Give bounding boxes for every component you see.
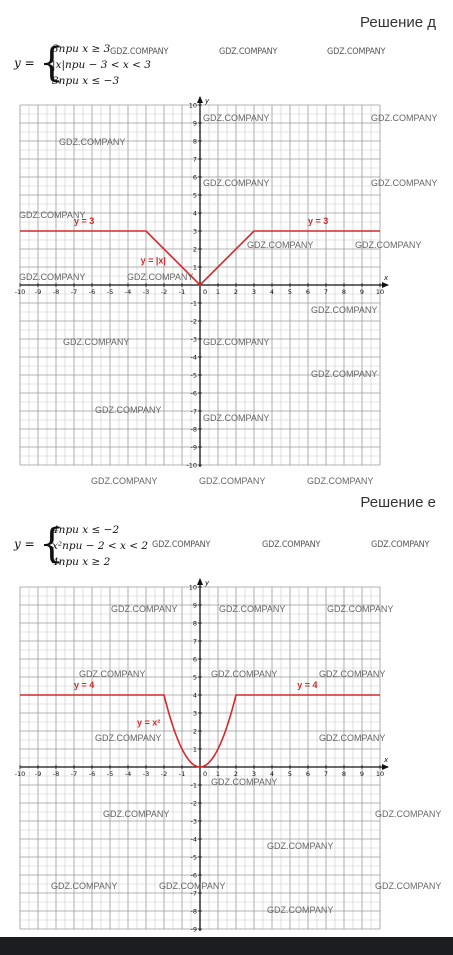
x-tick-label: 3 <box>251 770 257 778</box>
watermark: GDZ.COMPANY <box>152 540 211 550</box>
y-tick-label: 3 <box>192 709 197 718</box>
x-tick-label: -1 <box>178 288 186 296</box>
x-tick-label: 8 <box>341 770 347 778</box>
y-tick-label: -1 <box>190 299 197 308</box>
y-tick-label: -1 <box>190 781 197 790</box>
section-d-heading: Решение д <box>360 14 436 31</box>
curve-label: y = 3 <box>74 215 95 226</box>
y-tick-label: 1 <box>192 263 197 272</box>
curve-label: y = 3 <box>308 215 329 226</box>
y-tick-label: 7 <box>192 637 197 646</box>
y-tick-label: 4 <box>192 209 197 218</box>
watermark: GDZ.COMPANY <box>203 337 270 347</box>
x-tick-label: 6 <box>305 288 311 296</box>
y-tick-label: -6 <box>190 871 197 880</box>
x-tick-label: -5 <box>106 770 114 778</box>
watermark: GDZ.COMPANY <box>375 881 442 891</box>
watermark: GDZ.COMPANY <box>327 604 394 614</box>
watermark: GDZ.COMPANY <box>319 669 386 679</box>
x-tick-label: 10 <box>375 288 385 296</box>
watermark: GDZ.COMPANY <box>319 733 386 743</box>
watermark: GDZ.COMPANY <box>159 881 226 891</box>
y-tick-label: -5 <box>190 853 197 862</box>
watermark: GDZ.COMPANY <box>51 881 118 891</box>
section-d-formula <box>14 40 444 90</box>
y-tick-label: 10 <box>188 583 197 592</box>
watermark: GDZ.COMPANY <box>371 113 438 123</box>
x-tick-label: 6 <box>305 770 311 778</box>
x-tick-label: -10 <box>14 770 26 778</box>
y-tick-label: 5 <box>192 673 197 682</box>
watermark: GDZ.COMPANY <box>203 178 270 188</box>
y-axis-arrow <box>197 96 203 103</box>
origin-label: 0 <box>203 770 208 778</box>
watermark: GDZ.COMPANY <box>103 809 170 819</box>
formula-brace: { <box>39 521 65 567</box>
y-tick-label: -2 <box>190 799 197 808</box>
x-tick-label: 7 <box>323 288 329 296</box>
watermark: GDZ.COMPANY <box>203 113 270 123</box>
watermark: GDZ.COMPANY <box>59 137 126 147</box>
x-tick-label: 5 <box>287 770 293 778</box>
bottom-bar <box>0 937 453 955</box>
y-tick-label: -3 <box>190 335 197 344</box>
y-tick-label: 6 <box>192 655 197 664</box>
x-tick-label: -6 <box>88 288 96 296</box>
y-axis-label: y <box>205 579 210 587</box>
y-tick-label: -9 <box>190 925 197 934</box>
x-tick-label: 3 <box>251 288 257 296</box>
y-tick-label: 1 <box>192 745 197 754</box>
y-tick-label: -3 <box>190 817 197 826</box>
y-tick-label: 4 <box>192 691 197 700</box>
x-tick-label: -4 <box>124 288 132 296</box>
x-tick-label: -5 <box>106 288 114 296</box>
formula-case-3: 4при x ≥ 2 <box>52 556 111 568</box>
watermark: GDZ.COMPANY <box>91 476 158 486</box>
y-tick-label: -8 <box>190 907 197 916</box>
x-tick-label: -8 <box>52 288 60 296</box>
x-axis-label: x <box>384 274 389 282</box>
y-tick-label: 9 <box>192 119 197 128</box>
section-e-heading: Решение е <box>360 494 436 511</box>
formula-case-2: |x|при − 3 < x < 3 <box>52 59 151 71</box>
x-tick-label: 4 <box>269 288 275 296</box>
y-tick-label: -6 <box>190 389 197 398</box>
x-tick-label: 1 <box>215 770 221 778</box>
watermark: GDZ.COMPANY <box>311 369 378 379</box>
y-tick-label: 6 <box>192 173 197 182</box>
formula-case-1: 4при x ≤ −2 <box>52 524 120 536</box>
graph-section-e <box>14 578 442 937</box>
curve-label: y = x² <box>137 717 161 728</box>
x-tick-label: -7 <box>70 288 78 296</box>
watermark: GDZ.COMPANY <box>267 841 334 851</box>
watermark: GDZ.COMPANY <box>219 47 278 57</box>
watermark: GDZ.COMPANY <box>371 540 430 550</box>
x-tick-label: 7 <box>323 770 329 778</box>
x-tick-label: 4 <box>269 770 275 778</box>
x-tick-label: -6 <box>88 770 96 778</box>
watermark: GDZ.COMPANY <box>307 476 374 486</box>
x-tick-label: 1 <box>215 288 221 296</box>
y-tick-label: 2 <box>192 245 197 254</box>
x-tick-label: -9 <box>34 288 42 296</box>
x-tick-label: -9 <box>34 770 42 778</box>
watermark: GDZ.COMPANY <box>63 337 130 347</box>
watermark: GDZ.COMPANY <box>199 476 266 486</box>
watermark: GDZ.COMPANY <box>95 405 162 415</box>
watermark: GDZ.COMPANY <box>267 905 334 915</box>
watermark: GDZ.COMPANY <box>211 777 278 787</box>
formula-case-1: 3при x ≥ 3 <box>52 43 111 55</box>
x-tick-label: -2 <box>160 288 168 296</box>
watermark: GDZ.COMPANY <box>19 210 86 220</box>
graph-d-canvas <box>14 97 438 500</box>
curve-label: y = |x| <box>140 255 166 266</box>
x-tick-label: -7 <box>70 770 78 778</box>
x-tick-label: 9 <box>359 288 365 296</box>
y-tick-label: 8 <box>192 619 197 628</box>
x-tick-label: 9 <box>359 770 365 778</box>
x-tick-label: -4 <box>124 770 132 778</box>
x-tick-label: -8 <box>52 770 60 778</box>
y-tick-label: 3 <box>192 227 197 236</box>
watermark: GDZ.COMPANY <box>262 540 321 550</box>
y-axis-arrow <box>197 578 203 585</box>
x-tick-label: 10 <box>375 770 385 778</box>
x-tick-label: 2 <box>233 770 239 778</box>
watermark: GDZ.COMPANY <box>127 272 194 282</box>
x-tick-label: 2 <box>233 288 239 296</box>
graph-section-d <box>14 97 438 500</box>
watermark: GDZ.COMPANY <box>95 733 162 743</box>
formula-lhs: y = <box>14 56 35 70</box>
y-tick-label: -7 <box>190 407 197 416</box>
y-axis-label: y <box>205 97 210 105</box>
x-tick-label: 5 <box>287 288 293 296</box>
watermark: GDZ.COMPANY <box>111 604 178 614</box>
x-tick-label: -3 <box>142 770 150 778</box>
y-tick-label: -2 <box>190 317 197 326</box>
y-tick-label: 10 <box>188 101 197 110</box>
y-tick-label: -5 <box>190 371 197 380</box>
y-tick-label: 5 <box>192 191 197 200</box>
watermark: GDZ.COMPANY <box>327 47 386 57</box>
x-tick-label: -10 <box>14 288 26 296</box>
y-tick-label: -9 <box>190 443 197 452</box>
watermark: GDZ.COMPANY <box>19 272 86 282</box>
watermark: GDZ.COMPANY <box>110 47 169 57</box>
x-tick-label: 8 <box>341 288 347 296</box>
y-tick-label: -8 <box>190 425 197 434</box>
y-tick-label: 7 <box>192 155 197 164</box>
graph-e-canvas <box>14 578 442 937</box>
section-e-formula <box>14 521 444 571</box>
origin-label: 0 <box>203 288 208 296</box>
watermark: GDZ.COMPANY <box>355 240 422 250</box>
y-tick-label: -10 <box>186 461 197 470</box>
watermark: GDZ.COMPANY <box>247 240 314 250</box>
y-tick-label: 8 <box>192 137 197 146</box>
y-tick-label: 9 <box>192 601 197 610</box>
formula-brace: { <box>39 40 65 86</box>
y-tick-label: -4 <box>190 835 197 844</box>
x-tick-label: -2 <box>160 770 168 778</box>
watermark: GDZ.COMPANY <box>311 305 378 315</box>
formula-case-3: 3при x ≤ −3 <box>52 75 120 87</box>
watermark: GDZ.COMPANY <box>211 669 278 679</box>
curve-label: y = 4 <box>297 679 318 690</box>
watermark: GDZ.COMPANY <box>375 809 442 819</box>
watermark: GDZ.COMPANY <box>79 669 146 679</box>
y-tick-label: -7 <box>190 889 197 898</box>
x-axis-label: x <box>384 756 389 764</box>
y-tick-label: 2 <box>192 727 197 736</box>
x-tick-label: -1 <box>178 770 186 778</box>
x-tick-label: -3 <box>142 288 150 296</box>
watermark: GDZ.COMPANY <box>203 413 270 423</box>
watermark: GDZ.COMPANY <box>371 178 438 188</box>
formula-lhs: y = <box>14 537 35 551</box>
curve-label: y = 4 <box>74 679 95 690</box>
y-tick-label: -4 <box>190 353 197 362</box>
formula-case-2: x²при − 2 < x < 2 <box>52 540 149 552</box>
watermark: GDZ.COMPANY <box>219 604 286 614</box>
